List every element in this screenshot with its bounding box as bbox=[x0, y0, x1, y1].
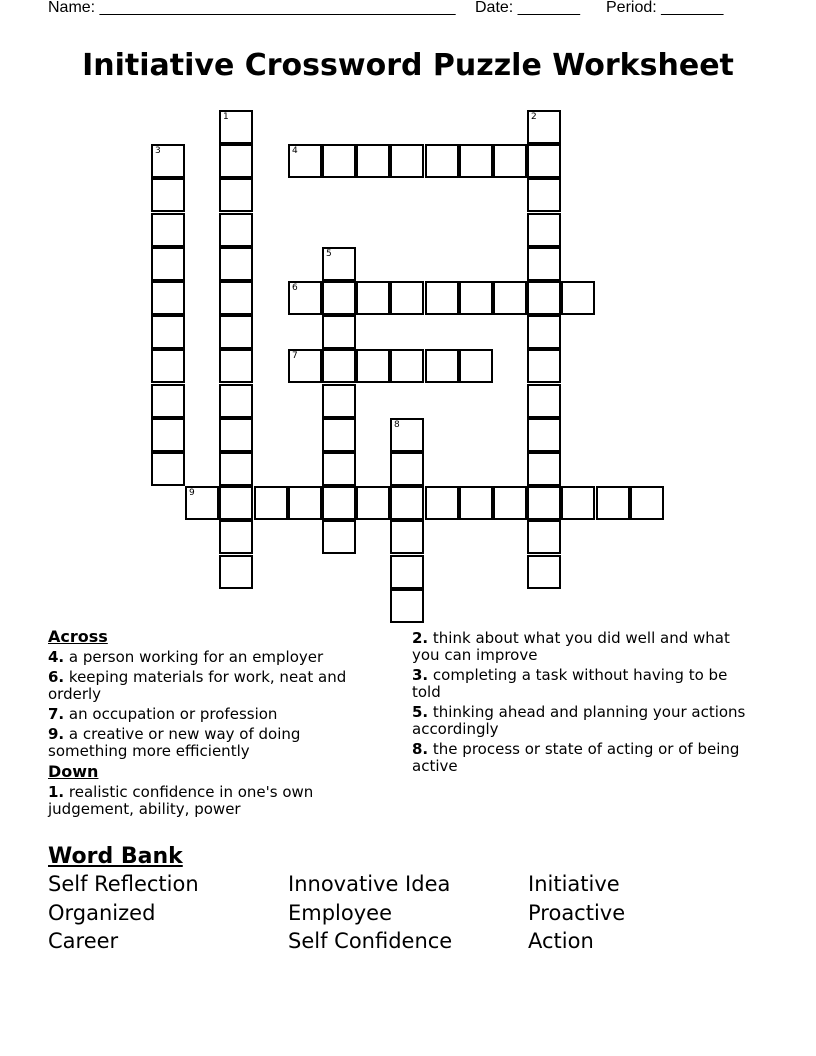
crossword-cell[interactable] bbox=[390, 555, 424, 589]
crossword-cell[interactable] bbox=[390, 281, 424, 315]
down-heading: Down bbox=[48, 762, 99, 781]
crossword-cell[interactable] bbox=[322, 486, 356, 520]
crossword-cell[interactable] bbox=[288, 144, 322, 178]
clue-down-8: 8. the process or state of acting or of being active bbox=[412, 740, 740, 775]
word-bank-item: Self Confidence bbox=[288, 929, 453, 953]
clue-across-7: 7. an occupation or profession bbox=[48, 705, 278, 723]
crossword-cell[interactable] bbox=[527, 315, 561, 349]
crossword-cell[interactable] bbox=[390, 486, 424, 520]
crossword-cell[interactable] bbox=[390, 144, 424, 178]
clue-number: 3 bbox=[155, 146, 161, 156]
crossword-cell[interactable] bbox=[425, 349, 459, 383]
crossword-cell[interactable] bbox=[527, 178, 561, 212]
crossword-cell[interactable] bbox=[459, 486, 493, 520]
word-bank-item: Employee bbox=[288, 901, 393, 925]
crossword-cell[interactable] bbox=[527, 213, 561, 247]
crossword-cell[interactable] bbox=[527, 247, 561, 281]
crossword-cell[interactable] bbox=[219, 418, 253, 452]
clue-across-4: 4. a person working for an employer bbox=[48, 648, 324, 666]
word-bank-item: Proactive bbox=[528, 901, 626, 925]
crossword-cell[interactable] bbox=[356, 486, 390, 520]
word-bank-item: Action bbox=[528, 929, 594, 953]
crossword-cell[interactable] bbox=[527, 520, 561, 554]
crossword-cell[interactable] bbox=[459, 144, 493, 178]
word-bank-item: Innovative Idea bbox=[288, 872, 451, 896]
crossword-cell[interactable] bbox=[219, 520, 253, 554]
crossword-cell[interactable] bbox=[527, 418, 561, 452]
crossword-cell[interactable] bbox=[561, 486, 595, 520]
crossword-cell[interactable] bbox=[356, 281, 390, 315]
crossword-cell[interactable] bbox=[254, 486, 288, 520]
clue-down-5: 5. thinking ahead and planning your actions accordingly bbox=[412, 703, 746, 738]
crossword-cell[interactable] bbox=[219, 247, 253, 281]
clue-number: 1 bbox=[223, 112, 229, 122]
crossword-cell[interactable] bbox=[596, 486, 630, 520]
date-field[interactable]: Date: _______ bbox=[475, 0, 580, 16]
crossword-cell[interactable] bbox=[322, 315, 356, 349]
clue-number: 6 bbox=[292, 283, 298, 293]
clue-number: 7 bbox=[292, 351, 298, 361]
clue-down-1: 1. realistic confidence in one's own judgement, ability, power bbox=[48, 783, 314, 818]
clue-number: 8 bbox=[394, 420, 400, 430]
crossword-cell[interactable] bbox=[390, 589, 424, 623]
crossword-cell[interactable] bbox=[322, 452, 356, 486]
clue-number: 5 bbox=[326, 249, 332, 259]
word-bank-item: Organized bbox=[48, 901, 156, 925]
crossword-cell[interactable] bbox=[425, 144, 459, 178]
clue-number: 9 bbox=[189, 488, 195, 498]
crossword-cell[interactable] bbox=[356, 349, 390, 383]
crossword-cell[interactable] bbox=[527, 555, 561, 589]
crossword-cell[interactable] bbox=[151, 452, 185, 486]
crossword-cell[interactable] bbox=[322, 144, 356, 178]
crossword-cell[interactable] bbox=[219, 452, 253, 486]
crossword-cell[interactable] bbox=[151, 418, 185, 452]
clues-left-column bbox=[48, 628, 373, 821]
crossword-cell[interactable] bbox=[288, 281, 322, 315]
crossword-cell[interactable] bbox=[288, 486, 322, 520]
crossword-cell[interactable] bbox=[425, 486, 459, 520]
word-bank-item: Initiative bbox=[528, 872, 620, 896]
across-heading: Across bbox=[48, 627, 108, 646]
word-bank-title: Word Bank bbox=[48, 844, 183, 869]
crossword-cell[interactable] bbox=[390, 349, 424, 383]
crossword-cell[interactable] bbox=[493, 281, 527, 315]
crossword-cell[interactable] bbox=[219, 384, 253, 418]
crossword-cell[interactable] bbox=[219, 349, 253, 383]
crossword-cell[interactable] bbox=[219, 281, 253, 315]
crossword-cell[interactable] bbox=[151, 384, 185, 418]
crossword-cell[interactable] bbox=[425, 281, 459, 315]
crossword-cell[interactable] bbox=[288, 349, 322, 383]
crossword-cell[interactable] bbox=[151, 349, 185, 383]
word-bank-item: Career bbox=[48, 929, 119, 953]
crossword-cell[interactable] bbox=[459, 349, 493, 383]
clues-right-column bbox=[412, 630, 757, 778]
clue-number: 4 bbox=[292, 146, 298, 156]
crossword-cell[interactable] bbox=[151, 144, 185, 178]
crossword-cell[interactable] bbox=[322, 281, 356, 315]
crossword-cell[interactable] bbox=[527, 110, 561, 144]
crossword-cell[interactable] bbox=[219, 213, 253, 247]
crossword-cell[interactable] bbox=[151, 213, 185, 247]
crossword-cell[interactable] bbox=[527, 281, 561, 315]
crossword-cell[interactable] bbox=[527, 486, 561, 520]
crossword-cell[interactable] bbox=[390, 418, 424, 452]
crossword-cell[interactable] bbox=[219, 555, 253, 589]
crossword-cell[interactable] bbox=[390, 520, 424, 554]
crossword-cell[interactable] bbox=[630, 486, 664, 520]
crossword-cell[interactable] bbox=[151, 178, 185, 212]
clue-down-3: 3. completing a task without having to be told bbox=[412, 666, 728, 701]
period-field[interactable]: Period: _______ bbox=[606, 0, 724, 16]
page-title: Initiative Crossword Puzzle Worksheet bbox=[82, 48, 734, 83]
word-bank-item: Self Reflection bbox=[48, 872, 199, 896]
crossword-cell[interactable] bbox=[151, 247, 185, 281]
crossword-cell[interactable] bbox=[219, 144, 253, 178]
name-field[interactable]: Name: ________________________________________ bbox=[48, 0, 456, 16]
crossword-cell[interactable] bbox=[322, 520, 356, 554]
crossword-cell[interactable] bbox=[322, 384, 356, 418]
crossword-cell[interactable] bbox=[493, 144, 527, 178]
crossword-cell[interactable] bbox=[219, 486, 253, 520]
crossword-cell[interactable] bbox=[322, 418, 356, 452]
crossword-cell[interactable] bbox=[390, 452, 424, 486]
clue-across-9: 9. a creative or new way of doing something more efficiently bbox=[48, 725, 301, 760]
crossword-cell[interactable] bbox=[151, 315, 185, 349]
crossword-cell[interactable] bbox=[527, 144, 561, 178]
crossword-cell[interactable] bbox=[185, 486, 219, 520]
crossword-cell[interactable] bbox=[219, 178, 253, 212]
crossword-cell[interactable] bbox=[356, 144, 390, 178]
crossword-cell[interactable] bbox=[561, 281, 595, 315]
crossword-cell[interactable] bbox=[527, 349, 561, 383]
crossword-cell[interactable] bbox=[322, 349, 356, 383]
crossword-cell[interactable] bbox=[459, 281, 493, 315]
crossword-cell[interactable] bbox=[151, 281, 185, 315]
crossword-cell[interactable] bbox=[322, 247, 356, 281]
clue-down-2: 2. think about what you did well and what you can improve bbox=[412, 629, 730, 664]
clue-across-6: 6. keeping materials for work, neat and orderly bbox=[48, 668, 347, 703]
crossword-cell[interactable] bbox=[219, 315, 253, 349]
crossword-cell[interactable] bbox=[527, 452, 561, 486]
crossword-cell[interactable] bbox=[527, 384, 561, 418]
clue-number: 2 bbox=[531, 112, 537, 122]
crossword-cell[interactable] bbox=[219, 110, 253, 144]
crossword-cell[interactable] bbox=[493, 486, 527, 520]
